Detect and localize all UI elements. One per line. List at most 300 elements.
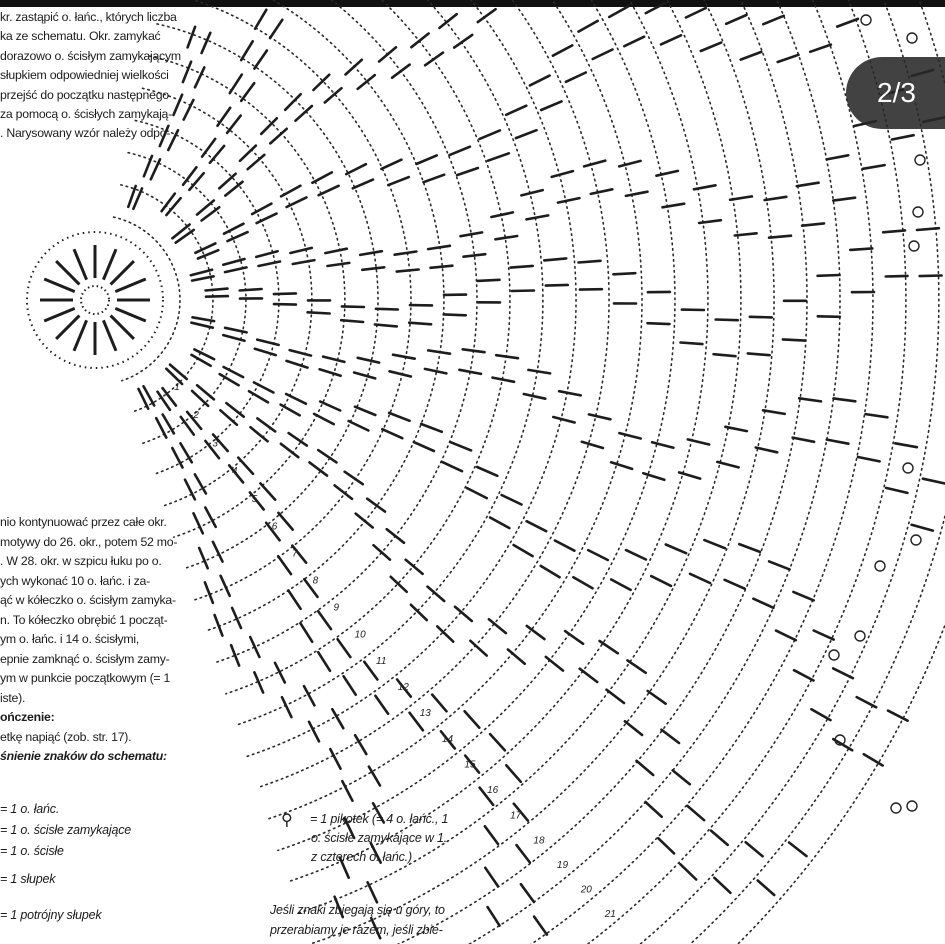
text-line: . Narysowany wzór należy odpo-: [0, 126, 171, 141]
text-line: ąć w kółeczko o. ścisłym zamyka-: [0, 593, 176, 607]
stitch-mark: [546, 657, 563, 671]
stitch-mark: [553, 417, 574, 423]
instructions-middle: [0, 513, 177, 767]
stitch-mark: [188, 27, 196, 48]
round-number: 7: [292, 548, 298, 560]
stitch-mark: [424, 175, 445, 183]
stitch-mark: [255, 10, 266, 29]
stitch-mark: [218, 108, 231, 126]
chart-chain-arcs: [114, 0, 945, 944]
stitch-mark: [686, 8, 706, 18]
stitch-mark: [206, 289, 228, 291]
stitch-mark: [579, 261, 601, 263]
round-number: 16: [487, 785, 499, 797]
picot-line: o. ścisłe zamykające w 1.: [311, 831, 448, 845]
text-line: przejść do początku następnego: [0, 87, 169, 102]
stitch-mark: [428, 350, 450, 353]
round-number: 21: [604, 909, 616, 921]
center-petal: [44, 279, 74, 292]
stitch-mark: [488, 907, 500, 926]
center-petal: [115, 279, 146, 292]
stitch-mark: [857, 697, 877, 707]
picot-mark: [891, 803, 901, 813]
stitch-mark: [818, 316, 840, 317]
stitch-mark: [463, 349, 485, 352]
stitch-mark: [338, 639, 351, 657]
picot-mark: [913, 207, 923, 217]
stitch-mark: [502, 495, 522, 505]
stitch-mark: [863, 165, 885, 169]
stitch-mark: [270, 20, 282, 38]
stitch-mark: [254, 51, 267, 69]
stitch-mark: [776, 631, 796, 641]
stitch-mark: [748, 353, 770, 355]
center-petal: [56, 261, 79, 284]
stitch-mark: [249, 391, 268, 402]
picot-mark: [829, 650, 839, 660]
stitch-mark: [714, 354, 736, 356]
stitch-mark: [589, 414, 611, 419]
stitch-mark: [411, 605, 427, 620]
chart-stitch-rays: [128, 3, 944, 938]
stitch-mark: [888, 711, 908, 721]
stitch-mark: [202, 139, 215, 157]
stitch-mark: [240, 289, 262, 291]
stitch-mark: [215, 615, 223, 636]
stitch-mark: [778, 55, 799, 62]
chain-arc: [164, 0, 411, 600]
stitch-mark: [690, 574, 710, 583]
stitch-mark: [827, 155, 849, 159]
stitch-mark: [381, 160, 401, 169]
stitch-mark: [648, 691, 666, 704]
stitch-mark: [219, 174, 235, 189]
picot-mark: [911, 535, 921, 545]
stitch-mark: [254, 382, 274, 392]
stitch-mark: [341, 320, 363, 322]
picot-mark: [909, 241, 919, 251]
stitch-mark: [428, 587, 445, 601]
center-petal: [103, 320, 116, 351]
stitch-mark: [389, 413, 410, 421]
stitch-mark: [227, 116, 241, 133]
stitch-mark: [701, 43, 721, 51]
picot-mark: [907, 33, 917, 43]
stitch-mark: [850, 248, 872, 250]
stitch-mark: [681, 343, 703, 345]
stitch-mark: [912, 525, 933, 531]
stitch-mark: [591, 189, 613, 194]
stitch-mark: [213, 542, 223, 562]
stitch-mark: [287, 361, 308, 368]
stitch-mark: [541, 101, 561, 110]
stitch-mark: [609, 6, 628, 17]
finishing-text: etkę napiąć (zob. str. 17).: [0, 729, 132, 744]
stitch-mark: [356, 514, 373, 528]
center-petal: [44, 308, 74, 321]
round-number: 17: [510, 810, 522, 822]
stitch-mark: [530, 76, 550, 86]
round-number: 4: [231, 466, 238, 478]
stitch-mark: [704, 540, 725, 548]
stitch-mark: [281, 405, 300, 416]
chain-arc: [186, 0, 510, 694]
stitch-mark: [332, 709, 343, 728]
chain-arc: [251, 0, 807, 944]
stitch-mark: [756, 448, 778, 453]
stitch-mark: [658, 838, 674, 853]
round-number: 18: [533, 835, 545, 847]
round-number: 8: [312, 575, 319, 587]
stitch-mark: [437, 626, 453, 641]
stitch-mark: [553, 45, 572, 55]
stitch-mark: [793, 438, 815, 442]
stitch-mark: [758, 881, 775, 896]
chain-arc: [208, 0, 609, 788]
stitch-mark: [648, 323, 670, 324]
legend-item-triple-crochet: = 1 potrójny słupek: [0, 908, 102, 922]
picot-line: z czterech o. łańc.): [311, 850, 412, 864]
stitch-mark: [210, 146, 224, 163]
stitch-mark: [300, 623, 312, 642]
stitch-mark: [428, 246, 450, 249]
stitch-mark: [382, 429, 402, 438]
stitch-mark: [395, 252, 417, 255]
stitch-mark: [661, 35, 681, 44]
stitch-mark: [411, 34, 428, 48]
stitch-mark: [827, 440, 849, 444]
stitch-mark: [511, 266, 533, 268]
stitch-mark: [607, 690, 625, 703]
stitch-mark: [789, 843, 806, 857]
stitch-mark: [346, 60, 362, 75]
stitch-mark: [425, 53, 443, 66]
legend-item-double-crochet: = 1 słupek: [0, 872, 56, 886]
stitch-mark: [886, 488, 907, 493]
stitch-mark: [802, 223, 824, 225]
stitch-mark: [694, 185, 716, 189]
note-line: przerabiamy je razem, jeśli zbie-: [270, 923, 443, 937]
text-line: ym w punkcie początkowym (= 1: [0, 671, 171, 685]
stitch-mark: [651, 576, 671, 586]
stitch-mark: [895, 443, 917, 447]
stitch-mark: [534, 917, 547, 935]
stitch-mark: [637, 761, 654, 775]
stitch-mark: [206, 296, 228, 297]
round-number: 15: [464, 759, 476, 771]
stitch-mark: [251, 427, 268, 441]
stitch-mark: [495, 236, 517, 239]
stitch-mark: [646, 802, 662, 817]
stitch-mark: [442, 462, 462, 471]
stitch-mark: [309, 722, 319, 742]
stitch-mark: [833, 198, 855, 201]
center-petal: [111, 316, 134, 339]
round-number: 5: [251, 493, 258, 505]
stitch-mark: [310, 462, 328, 475]
picot-mark: [903, 463, 913, 473]
stitch-mark: [355, 407, 375, 415]
stitch-mark: [711, 831, 728, 845]
center-petal: [111, 261, 134, 284]
stitch-mark: [833, 668, 853, 678]
stitch-mark: [811, 709, 830, 720]
round-number: 10: [354, 629, 366, 641]
stitch-mark: [799, 398, 821, 401]
stitch-mark: [257, 340, 278, 345]
center-petal: [115, 308, 146, 321]
stitch-mark: [191, 323, 212, 328]
stitch-mark: [274, 293, 296, 294]
stitch-mark: [588, 550, 608, 560]
stitch-mark: [224, 224, 244, 234]
chart-center-motif: [27, 232, 163, 368]
picot-line: = 1 pikotek (= 4 o. łańc., 1: [310, 812, 449, 826]
stitch-mark: [496, 355, 518, 358]
text-line: n. To kółeczko obrębić 1 począt-: [0, 612, 168, 627]
finishing-heading: ończenie:: [0, 710, 55, 724]
stitch-mark: [680, 864, 696, 879]
stitch-mark: [541, 566, 560, 577]
chain-arc: [280, 0, 939, 944]
stitch-mark: [238, 458, 253, 474]
stitch-mark: [314, 414, 334, 424]
chain-arc: [237, 0, 741, 913]
stitch-mark: [765, 197, 787, 200]
stitch-mark: [170, 365, 187, 379]
picot-mark: [875, 561, 885, 571]
text-line: motywy do 26. okr., potem 52 mo-: [0, 534, 178, 549]
stitch-mark: [716, 320, 738, 321]
stitch-mark: [393, 355, 415, 359]
stitch-mark: [769, 236, 791, 238]
stitch-mark: [320, 402, 340, 411]
stitch-mark: [517, 845, 530, 862]
stitch-mark: [528, 370, 550, 374]
stitch-mark: [516, 130, 537, 138]
stitch-mark: [374, 545, 391, 560]
stitch-mark: [478, 280, 500, 281]
stitch-mark: [318, 611, 331, 629]
stitch-mark: [521, 884, 534, 902]
text-line: kr. zastąpić o. łańc., których liczba: [0, 10, 177, 24]
stitch-mark: [834, 398, 856, 401]
stitch-mark: [837, 19, 858, 27]
text-line: słupkiem odpowiedniej wielkości: [0, 68, 169, 83]
stitch-mark: [202, 33, 211, 53]
stitch-mark: [814, 631, 834, 640]
stitch-mark: [278, 556, 291, 574]
stitch-mark: [818, 275, 840, 276]
center-petal: [103, 249, 116, 280]
stitch-mark: [432, 695, 446, 712]
stitch-mark: [250, 637, 259, 657]
stitch-mark: [717, 462, 738, 468]
stitch-mark: [323, 357, 344, 362]
round-number: 14: [441, 734, 454, 746]
center-petal: [56, 316, 79, 339]
stitch-mark: [330, 749, 340, 769]
stitch-mark: [687, 806, 704, 820]
picot-mark: [915, 155, 925, 165]
stitch-mark: [753, 599, 773, 608]
text-line: ka ze schematu. Okr. zamykać: [0, 29, 161, 44]
stitch-mark: [421, 424, 442, 432]
legend-heading: śnienie znaków do schematu:: [0, 749, 167, 763]
stitch-mark: [477, 467, 497, 476]
stitch-mark: [688, 439, 709, 444]
stitch-mark: [611, 462, 632, 469]
stitch-mark: [673, 770, 690, 784]
stitch-mark: [580, 669, 598, 682]
stitch-mark: [663, 204, 685, 208]
stitch-mark: [793, 592, 813, 601]
stitch-mark: [652, 442, 673, 448]
stitch-mark: [489, 619, 506, 633]
stitch-mark: [794, 670, 814, 680]
stitch-mark: [278, 513, 292, 530]
stitch-mark: [485, 868, 497, 886]
stitch-mark: [392, 65, 410, 78]
stitch-mark: [375, 696, 388, 714]
chain-arc: [294, 0, 945, 944]
stitch-mark: [163, 415, 174, 434]
round-number: 13: [419, 708, 431, 720]
stitch-mark: [241, 41, 253, 60]
chain-arc: [171, 0, 444, 631]
stitch-mark: [582, 442, 603, 448]
stitch-mark: [318, 652, 330, 671]
stitch-mark: [750, 317, 772, 318]
picot-mark: [861, 15, 871, 25]
stitch-mark: [451, 442, 472, 450]
stitch-mark: [376, 309, 398, 310]
stitch-mark: [325, 249, 347, 253]
stitch-mark: [506, 765, 521, 782]
stitch-mark: [763, 410, 785, 414]
stitch-mark: [508, 650, 525, 664]
stitch-mark: [416, 155, 436, 164]
stitch-mark: [431, 266, 453, 268]
stitch-mark: [144, 156, 152, 176]
stitch-mark: [225, 267, 247, 272]
stitch-mark: [725, 580, 745, 589]
stitch-mark: [367, 499, 385, 512]
stitch-mark: [358, 358, 380, 363]
stitch-mark: [735, 233, 757, 235]
stitch-mark: [230, 75, 242, 94]
stitch-mark: [290, 350, 311, 356]
stitch-mark: [624, 37, 644, 47]
stitch-mark: [797, 183, 819, 187]
bottom-note: [270, 900, 445, 940]
stitch-mark: [619, 433, 640, 438]
stitch-mark: [628, 660, 646, 672]
stitch-mark: [194, 513, 203, 533]
chain-arc: [287, 0, 945, 944]
text-line: . W 28. okr. w szpicu łuku po o.: [0, 554, 162, 568]
stitch-mark: [544, 258, 566, 260]
stitch-mark: [488, 153, 509, 160]
stitch-mark: [467, 488, 487, 498]
stitch-mark: [714, 878, 730, 893]
stitch-mark: [917, 228, 939, 230]
stitch-mark: [514, 545, 533, 556]
stitch-mark: [226, 403, 243, 417]
stitch-mark: [886, 276, 908, 277]
center-hole: [81, 286, 109, 314]
stitch-mark: [739, 544, 760, 552]
stitch-mark: [390, 371, 411, 376]
stitch-mark: [506, 106, 526, 115]
stitch-mark: [858, 457, 880, 461]
stitch-mark: [485, 826, 498, 844]
stitch-mark: [661, 730, 679, 743]
stitch-mark: [362, 267, 384, 270]
stitch-mark: [285, 94, 301, 110]
stitch-mark: [354, 373, 375, 379]
text-line: nio kontynuować przez całe okr.: [0, 515, 167, 529]
stitch-mark: [763, 16, 783, 24]
stitch-mark: [312, 172, 331, 182]
chain-arc: [200, 0, 576, 756]
stitch-mark: [342, 306, 364, 307]
chain-arc: [121, 185, 213, 412]
stitch-mark: [783, 339, 805, 340]
stitch-mark: [282, 697, 291, 717]
text-line: dorazowo o. ścisłym zamykającym: [0, 48, 181, 63]
stitch-mark: [552, 171, 573, 177]
stitch-mark: [388, 177, 409, 185]
stitch-mark: [375, 325, 397, 327]
stitch-mark: [593, 50, 613, 60]
stitch-mark: [920, 276, 942, 277]
stitch-mark: [555, 541, 575, 551]
round-number: 11: [376, 655, 387, 667]
stitch-mark: [313, 75, 329, 90]
stitch-mark: [344, 676, 356, 694]
picot-mark: [907, 801, 917, 811]
stitch-mark: [454, 35, 472, 48]
stitch-mark: [866, 414, 888, 417]
stitch-mark: [524, 394, 546, 399]
stitch-mark: [191, 270, 212, 276]
stitch-mark: [221, 576, 230, 596]
instructions-top: [0, 8, 181, 144]
stitch-mark: [406, 560, 423, 574]
stitch-mark: [183, 62, 191, 82]
stitch-mark: [584, 161, 605, 167]
stitch-mark: [626, 192, 648, 196]
round-number: 19: [556, 860, 569, 872]
stitch-mark: [397, 270, 419, 272]
stitch-mark: [228, 232, 248, 241]
legend-picot: [283, 810, 448, 867]
stitch-mark: [558, 198, 580, 203]
stitch-mark: [457, 168, 478, 175]
legend-item-slip-stitch: = 1 o. ścisłe zamykające: [0, 823, 132, 837]
stitch-mark: [559, 391, 581, 395]
stitch-mark: [566, 73, 586, 82]
round-number: 1: [174, 381, 180, 393]
stitch-mark: [521, 190, 542, 195]
stitch-mark: [746, 842, 763, 856]
text-line: iste).: [0, 690, 26, 705]
stitch-mark: [464, 254, 486, 257]
stitch-mark: [600, 641, 618, 653]
stitch-mark: [923, 479, 945, 484]
stitch-mark: [565, 631, 583, 644]
